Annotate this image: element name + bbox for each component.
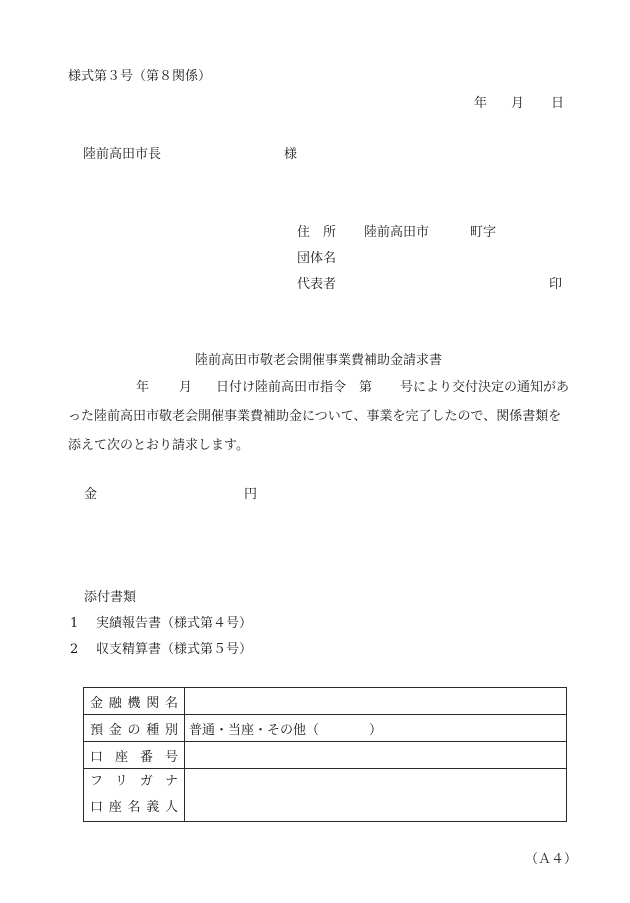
amount-unit: 円 bbox=[244, 487, 258, 502]
bank-name-field[interactable] bbox=[185, 688, 567, 715]
account-holder-field[interactable] bbox=[185, 769, 567, 822]
org-name-label: 団体名 bbox=[297, 251, 337, 266]
body-line-3: 添えて次のとおり請求します。 bbox=[68, 438, 249, 453]
table-row-account-holder bbox=[84, 769, 567, 822]
account-type-label: 預金の種別 bbox=[84, 715, 185, 742]
attachment-1-text: 実績報告書（様式第４号） bbox=[96, 616, 253, 631]
representative-label: 代表者 bbox=[297, 277, 337, 292]
date-year-label: 年 bbox=[474, 96, 488, 111]
body-month: 月 bbox=[179, 380, 193, 395]
account-type-field[interactable] bbox=[185, 715, 567, 742]
paper-size-note: （Ａ４） bbox=[525, 852, 578, 867]
account-number-field[interactable] bbox=[185, 742, 567, 769]
address-city: 陸前高田市 bbox=[364, 225, 430, 240]
date-day-label: 日 bbox=[551, 96, 565, 111]
addressee-title: 陸前高田市長 bbox=[83, 147, 162, 162]
account-holder-name-label: 口座名義人 bbox=[90, 800, 178, 815]
attachments-heading: 添付書類 bbox=[84, 590, 137, 605]
body-line-1b: 号により交付決定の通知があ bbox=[400, 380, 570, 395]
date-month-label: 月 bbox=[511, 96, 525, 111]
request-body bbox=[68, 373, 568, 460]
attachment-2-num: 2 bbox=[70, 642, 79, 657]
attachment-1-num: 1 bbox=[70, 616, 79, 631]
bank-name-label: 金融機関名 bbox=[84, 688, 185, 715]
table-row-account-number bbox=[84, 742, 567, 769]
form-number: 様式第３号（第８関係） bbox=[68, 69, 212, 84]
body-line-1a: 日付け陸前高田市指令 第 bbox=[216, 380, 373, 395]
attachment-2-text: 収支精算書（様式第５号） bbox=[96, 642, 253, 657]
table-row-bank-name bbox=[84, 688, 567, 715]
amount-label: 金 bbox=[84, 487, 98, 502]
account-number-label: 口座番号 bbox=[84, 742, 185, 769]
body-year: 年 bbox=[136, 380, 150, 395]
document-title: 陸前高田市敬老会開催事業費補助金請求書 bbox=[195, 353, 443, 368]
body-line-2: った陸前高田市敬老会開催事業費補助金について、事業を完了したので、関係書類を bbox=[68, 409, 562, 424]
address-label: 住 所 bbox=[297, 225, 337, 240]
addressee-honorific: 様 bbox=[284, 147, 298, 162]
account-type-options: 普通・当座・その他（ bbox=[189, 722, 320, 738]
seal-mark: 印 bbox=[549, 277, 563, 292]
bank-info-table bbox=[83, 687, 567, 822]
account-holder-label bbox=[84, 769, 185, 822]
furigana-label: フリガナ bbox=[90, 774, 178, 789]
account-type-close-paren: ） bbox=[369, 722, 383, 738]
table-row-account-type bbox=[84, 715, 567, 742]
address-town: 町字 bbox=[470, 225, 497, 240]
body-line-1 bbox=[68, 373, 568, 402]
